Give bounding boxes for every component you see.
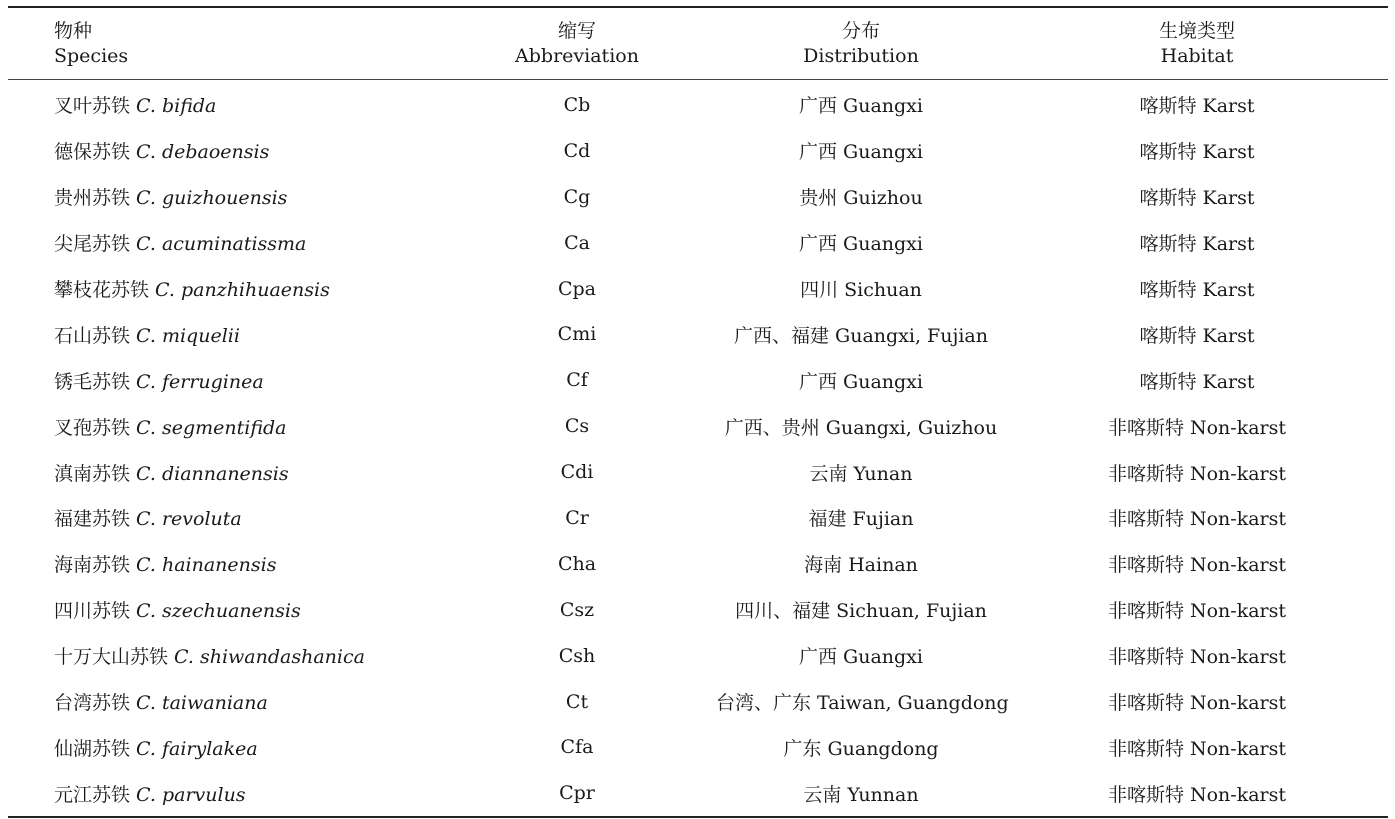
habitat-cell: 喀斯特 Karst	[1139, 279, 1255, 301]
species-cell	[8, 642, 438, 669]
species-chinese-name: 叉叶苏铁	[54, 95, 131, 118]
species-chinese-name: 十万大山苏铁	[54, 646, 169, 669]
table-row	[8, 128, 1388, 174]
species-chinese-name: 福建苏铁	[54, 508, 131, 531]
habitat-cell: 非喀斯特 Non-karst	[1107, 692, 1287, 715]
abbreviation-cell: Cs	[564, 415, 590, 438]
species-latin-name: C. shiwandashanica	[174, 646, 365, 669]
habitat-cell: 非喀斯特 Non-karst	[1107, 416, 1287, 439]
species-latin-name: C. segmentifida	[136, 416, 287, 439]
abbreviation-cell: Cr	[565, 506, 589, 529]
species-chinese-name: 四川苏铁	[54, 600, 131, 623]
abbreviation-cell: Csz	[559, 598, 595, 621]
distribution-cell: 广东 Guangdong	[783, 737, 939, 760]
species-chinese-name: 叉孢苏铁	[54, 416, 131, 439]
species-chinese-name: 贵州苏铁	[54, 187, 131, 210]
distribution-cell: 广西、福建 Guangxi, Fujian	[733, 324, 988, 347]
header-distribution	[716, 8, 1006, 79]
header-habitat	[1006, 8, 1388, 79]
habitat-cell: 喀斯特 Karst	[1139, 95, 1255, 118]
table-row	[8, 679, 1388, 725]
species-latin-name: C. fairylakea	[136, 737, 258, 760]
species-cell	[8, 504, 438, 531]
species-chinese-name: 德保苏铁	[54, 141, 131, 164]
species-cell	[8, 550, 438, 577]
distribution-cell: 广西 Guangxi	[799, 95, 923, 118]
table-body	[8, 80, 1388, 816]
species-chinese-name: 台湾苏铁	[54, 692, 131, 715]
header-dist-en: Distribution	[803, 44, 919, 67]
header-species-en: Species	[54, 44, 129, 67]
species-cell	[8, 183, 438, 210]
species-latin-name: C. panzhihuaensis	[155, 279, 330, 301]
distribution-cell: 贵州 Guizhou	[799, 187, 923, 210]
table-row	[8, 541, 1388, 587]
distribution-cell: 海南 Hainan	[804, 554, 918, 577]
habitat-cell: 喀斯特 Karst	[1139, 233, 1255, 256]
abbreviation-cell: Cb	[563, 93, 591, 116]
abbreviation-cell: Cpr	[559, 782, 595, 805]
species-latin-name: C. hainanensis	[136, 554, 277, 577]
distribution-cell: 广西 Guangxi	[799, 370, 923, 393]
species-chinese-name: 滇南苏铁	[54, 462, 131, 485]
species-latin-name: C. diannanensis	[136, 462, 289, 485]
species-latin-name: C. ferruginea	[136, 370, 264, 393]
species-cell	[8, 459, 438, 486]
distribution-cell: 广西 Guangxi	[799, 646, 923, 669]
species-cell	[8, 596, 438, 623]
header-dist-zh: 分布	[841, 19, 880, 42]
abbreviation-cell: Cmi	[557, 323, 597, 346]
header-species-zh: 物种	[54, 19, 93, 42]
abbreviation-cell: Cfa	[560, 736, 594, 759]
table-row	[8, 770, 1388, 816]
distribution-cell: 云南 Yunnan	[803, 783, 919, 806]
table-row	[8, 357, 1388, 403]
habitat-cell: 非喀斯特 Non-karst	[1107, 737, 1287, 760]
distribution-cell: 福建 Fujian	[808, 508, 914, 531]
species-chinese-name: 石山苏铁	[54, 324, 131, 347]
species-latin-name: C. guizhouensis	[136, 187, 288, 210]
habitat-cell: 喀斯特 Karst	[1139, 370, 1255, 393]
header-habitat-zh: 生境类型	[1158, 19, 1235, 42]
header-abbr-zh: 缩写	[557, 19, 596, 42]
species-table	[8, 6, 1388, 818]
species-chinese-name: 锈毛苏铁	[54, 370, 131, 393]
species-latin-name: C. acuminatissma	[136, 233, 307, 256]
abbreviation-cell: Csh	[558, 644, 596, 667]
table-row	[8, 220, 1388, 266]
table-row	[8, 174, 1388, 220]
header-habitat-en: Habitat	[1160, 44, 1234, 67]
species-latin-name: C. bifida	[136, 95, 217, 118]
habitat-cell: 非喀斯特 Non-karst	[1107, 600, 1287, 623]
species-cell	[8, 688, 438, 715]
species-cell	[8, 321, 438, 348]
table-row	[8, 266, 1388, 312]
table-row	[8, 587, 1388, 633]
species-cell	[8, 734, 438, 761]
habitat-cell: 非喀斯特 Non-karst	[1107, 508, 1287, 531]
species-chinese-name: 仙湖苏铁	[54, 737, 131, 760]
species-cell	[8, 275, 438, 302]
species-cell	[8, 367, 438, 394]
table-row	[8, 82, 1388, 128]
distribution-cell: 广西、贵州 Guangxi, Guizhou	[724, 416, 998, 439]
habitat-cell: 喀斯特 Karst	[1139, 324, 1255, 347]
species-cell	[8, 229, 438, 256]
header-abbreviation	[438, 8, 716, 79]
species-latin-name: C. miquelii	[136, 324, 240, 347]
species-cell	[8, 780, 438, 807]
species-latin-name: C. parvulus	[136, 783, 246, 806]
distribution-cell: 广西 Guangxi	[799, 233, 923, 256]
distribution-cell: 广西 Guangxi	[799, 141, 923, 164]
distribution-cell: 台湾、广东 Taiwan, Guangdong	[716, 692, 1009, 715]
abbreviation-cell: Cdi	[560, 461, 594, 484]
table-header	[8, 8, 1388, 80]
table-row	[8, 724, 1388, 770]
species-cell	[8, 137, 438, 164]
species-latin-name: C. revoluta	[136, 508, 242, 531]
species-chinese-name: 攀枝花苏铁	[54, 279, 150, 301]
abbreviation-cell: Cg	[563, 185, 591, 208]
table-row	[8, 495, 1388, 541]
species-cell	[8, 91, 438, 118]
habitat-cell: 非喀斯特 Non-karst	[1107, 554, 1287, 577]
species-latin-name: C. szechuanensis	[136, 600, 301, 623]
table-row	[8, 449, 1388, 495]
abbreviation-cell: Ca	[564, 231, 590, 254]
table-row	[8, 311, 1388, 357]
species-chinese-name: 海南苏铁	[54, 554, 131, 577]
species-latin-name: C. debaoensis	[136, 141, 270, 164]
abbreviation-cell: Cpa	[557, 277, 597, 300]
species-latin-name: C. taiwaniana	[136, 692, 268, 715]
abbreviation-cell: Ct	[565, 690, 589, 713]
abbreviation-cell: Cf	[566, 369, 588, 392]
habitat-cell: 喀斯特 Karst	[1139, 141, 1255, 164]
abbreviation-cell: Cha	[557, 552, 597, 575]
header-species	[8, 8, 438, 79]
habitat-cell: 非喀斯特 Non-karst	[1107, 783, 1287, 806]
header-abbr-en: Abbreviation	[515, 44, 639, 67]
distribution-cell: 云南 Yunan	[809, 462, 913, 485]
habitat-cell: 喀斯特 Karst	[1139, 187, 1255, 210]
habitat-cell: 非喀斯特 Non-karst	[1107, 462, 1287, 485]
table-row	[8, 403, 1388, 449]
distribution-cell: 四川、福建 Sichuan, Fujian	[735, 600, 987, 623]
habitat-cell: 非喀斯特 Non-karst	[1107, 646, 1287, 669]
distribution-cell: 四川 Sichuan	[800, 279, 922, 301]
table-row	[8, 633, 1388, 679]
species-chinese-name: 尖尾苏铁	[54, 233, 131, 256]
species-cell	[8, 413, 438, 440]
abbreviation-cell: Cd	[563, 139, 591, 162]
species-chinese-name: 元江苏铁	[54, 783, 131, 806]
